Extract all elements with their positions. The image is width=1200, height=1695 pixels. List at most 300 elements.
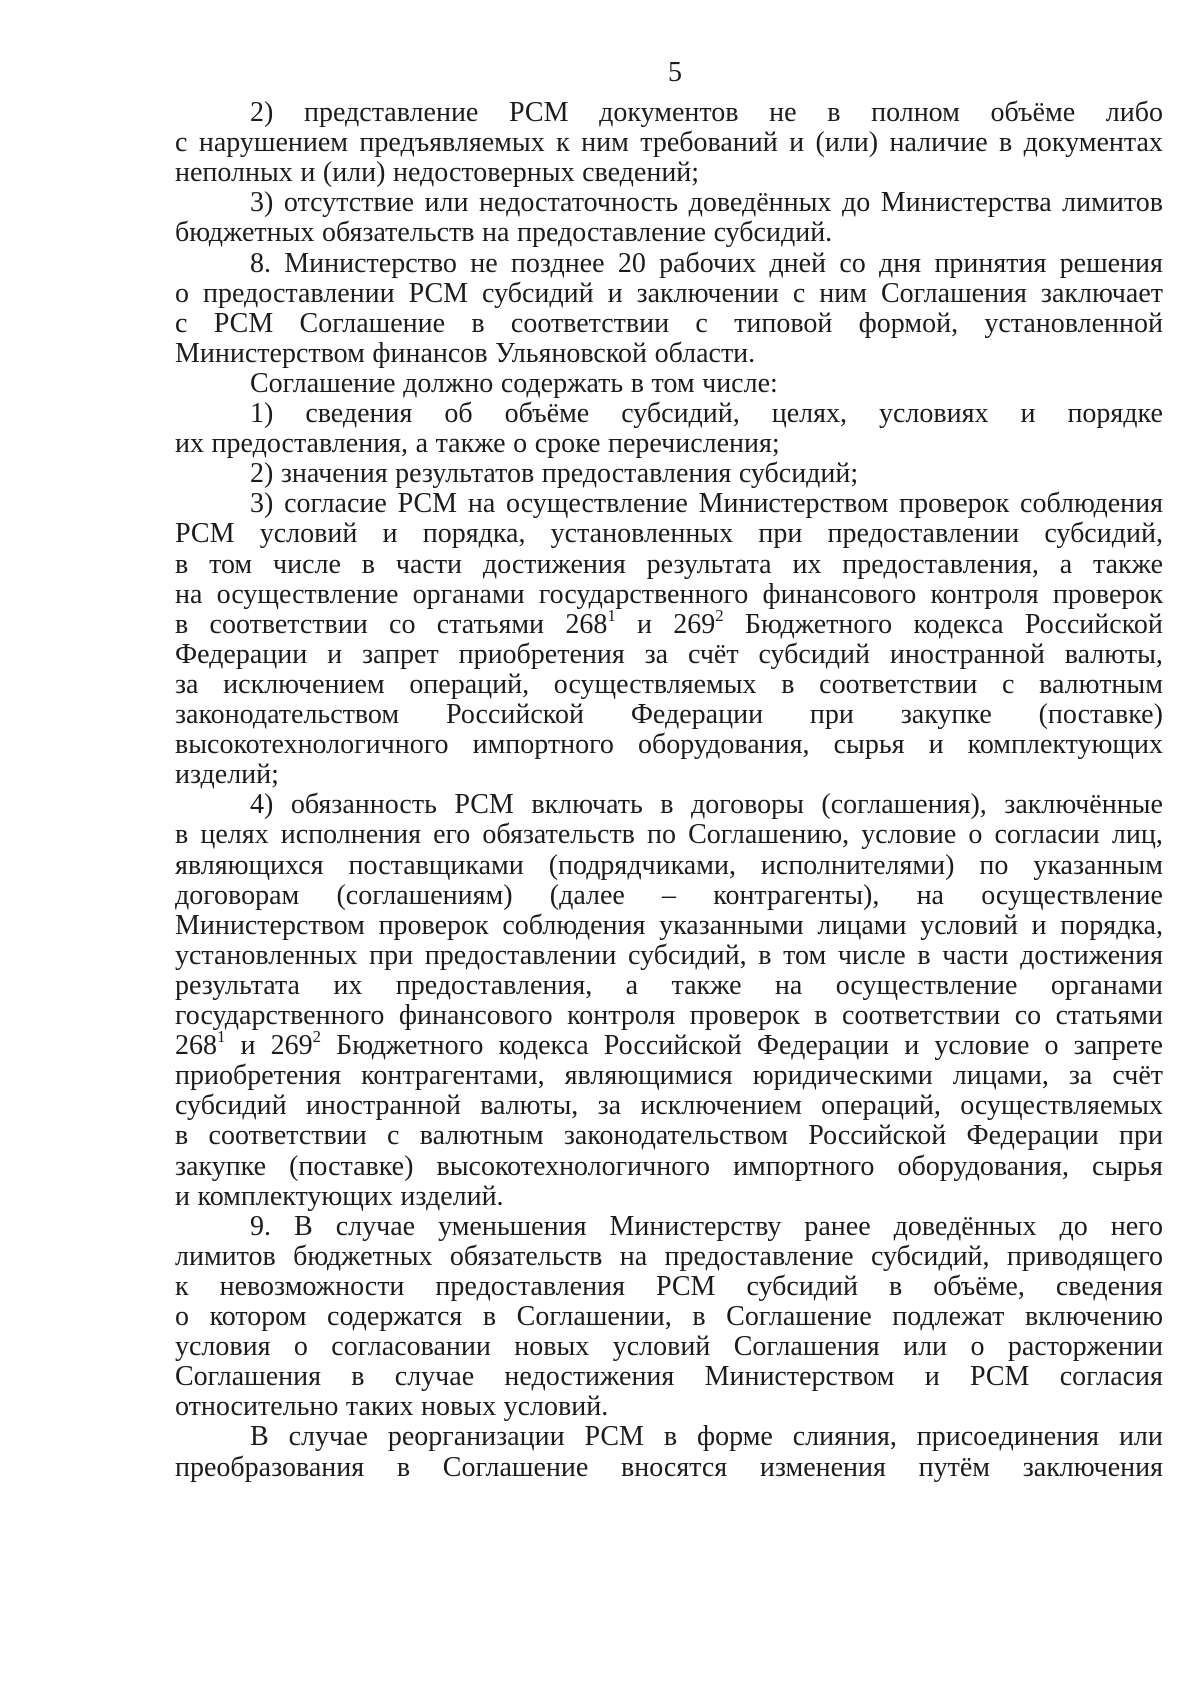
word: исключением bbox=[223, 668, 385, 700]
word: о bbox=[968, 819, 983, 851]
word: предоставление bbox=[516, 217, 707, 249]
word: законодательством bbox=[175, 699, 400, 730]
word: кодекса bbox=[498, 1030, 589, 1062]
word: формой, bbox=[858, 307, 959, 339]
word: проверок bbox=[899, 488, 1010, 520]
word: (далее bbox=[549, 879, 625, 911]
text-line bbox=[175, 1000, 1163, 1032]
word: в bbox=[660, 789, 674, 821]
word: ранее bbox=[804, 1210, 871, 1242]
word: в bbox=[482, 1301, 497, 1332]
word: к bbox=[175, 1270, 189, 1302]
word: предоставления, bbox=[842, 548, 1039, 580]
word: РСМ bbox=[408, 277, 469, 309]
word: (соглашения), bbox=[821, 789, 987, 821]
word: субсидий bbox=[758, 638, 870, 670]
word: (соглашениям) bbox=[336, 879, 513, 911]
word: соответствии bbox=[819, 668, 978, 700]
word: котором bbox=[209, 1301, 307, 1332]
word: реорганизации bbox=[387, 1421, 565, 1453]
word: оборудования, bbox=[897, 1150, 1069, 1182]
word: в bbox=[351, 1361, 365, 1393]
word: 2) bbox=[250, 458, 274, 490]
word: результата bbox=[175, 969, 300, 1001]
word: в bbox=[396, 1451, 411, 1483]
word: типовой bbox=[734, 307, 833, 339]
word: высокотехнологичного bbox=[436, 1150, 710, 1182]
word: документах bbox=[1023, 127, 1163, 159]
word: доведённых bbox=[688, 187, 832, 219]
word: преобразования bbox=[175, 1451, 365, 1483]
text-line bbox=[250, 1211, 1163, 1243]
superscript: 1 bbox=[607, 605, 616, 625]
word: новых bbox=[514, 1331, 590, 1363]
word: том bbox=[783, 939, 827, 971]
word: Министерство bbox=[284, 247, 457, 279]
word: финансового bbox=[762, 578, 917, 610]
word: субсидий, bbox=[870, 1240, 990, 1272]
word: проверок bbox=[689, 1000, 800, 1031]
word: ним bbox=[819, 277, 867, 309]
word: Соглашение bbox=[299, 307, 446, 339]
word: контроля bbox=[930, 578, 1039, 610]
word: РСМ bbox=[655, 1270, 716, 1302]
word: нарушением bbox=[198, 127, 348, 159]
word: и bbox=[636, 608, 652, 640]
word: контрагентами, bbox=[361, 1060, 545, 1092]
word: обязательств bbox=[449, 1240, 603, 1272]
word: соответствии bbox=[842, 1000, 1001, 1031]
word: или bbox=[1118, 1421, 1163, 1453]
word: субсидий bbox=[746, 1270, 859, 1302]
word: установленных bbox=[175, 939, 358, 971]
word: валютным bbox=[419, 1120, 544, 1152]
word: установленных bbox=[550, 518, 734, 550]
word: целях, bbox=[771, 398, 848, 429]
word: являющихся bbox=[175, 849, 324, 881]
word: указанным bbox=[1033, 849, 1163, 881]
word: предоставлении bbox=[202, 277, 395, 309]
word: иностранной bbox=[889, 638, 1045, 670]
word: кодекса bbox=[913, 608, 1004, 640]
word: уменьшения bbox=[438, 1210, 587, 1242]
word: решения bbox=[1059, 247, 1163, 279]
word: (подрядчиками, bbox=[548, 849, 736, 881]
word: сведения bbox=[305, 398, 413, 429]
word: до bbox=[1059, 1210, 1088, 1242]
word: либо bbox=[1105, 97, 1163, 128]
text-line bbox=[175, 1120, 1163, 1152]
word: и bbox=[382, 518, 398, 550]
word: а bbox=[1059, 548, 1073, 580]
word: органами bbox=[1050, 969, 1163, 1001]
word: в bbox=[889, 1270, 903, 1302]
word: полном bbox=[871, 97, 960, 128]
word: осуществление bbox=[216, 578, 399, 610]
text-line bbox=[250, 248, 1163, 280]
word: $268^1$ bbox=[565, 605, 616, 640]
word: государственного bbox=[538, 578, 749, 610]
word: Соглашение bbox=[250, 367, 396, 399]
word: в bbox=[471, 307, 485, 339]
word: содержатся bbox=[327, 1301, 463, 1332]
word: о bbox=[175, 1301, 189, 1332]
word: субсидий; bbox=[738, 458, 859, 490]
word: сведений; bbox=[582, 157, 700, 189]
word: проверок bbox=[378, 909, 489, 941]
word: в bbox=[917, 939, 931, 971]
word: неполных bbox=[175, 157, 293, 189]
word: закупке bbox=[175, 1150, 267, 1182]
word: в bbox=[999, 127, 1013, 159]
word: РСМ bbox=[509, 97, 569, 128]
word: (поставке) bbox=[289, 1150, 414, 1182]
word: финансового bbox=[398, 1000, 553, 1031]
word: при bbox=[1119, 1120, 1163, 1152]
text-line bbox=[175, 579, 1163, 611]
word: вносятся bbox=[621, 1451, 728, 1483]
word: со bbox=[389, 608, 416, 640]
word: Соглашению, bbox=[688, 819, 850, 851]
word: числе: bbox=[702, 367, 778, 399]
word: обязанность bbox=[290, 789, 437, 821]
word: согласия bbox=[1059, 1361, 1163, 1393]
word: Федерации bbox=[630, 699, 764, 730]
word: лицами, bbox=[952, 1060, 1049, 1092]
word: сырья bbox=[1092, 1150, 1163, 1182]
word: него bbox=[1110, 1210, 1163, 1242]
word: с bbox=[792, 277, 806, 309]
word: области. bbox=[654, 337, 756, 369]
word: согласие bbox=[284, 488, 387, 520]
word: Министерством bbox=[704, 1361, 895, 1393]
word: валютным bbox=[1039, 668, 1163, 700]
word: документов bbox=[599, 97, 739, 128]
word: со bbox=[1014, 1000, 1042, 1031]
word: в bbox=[827, 97, 841, 128]
text-line bbox=[175, 639, 1163, 671]
word: предоставления, bbox=[211, 428, 409, 460]
word: за bbox=[1068, 1060, 1093, 1092]
word: 1) bbox=[250, 398, 274, 429]
word: являющимися bbox=[564, 1060, 733, 1092]
word: результатов bbox=[395, 458, 535, 490]
word: части bbox=[942, 939, 1009, 971]
word: (или) bbox=[815, 127, 879, 159]
text-line bbox=[175, 970, 1163, 1002]
word: изменения bbox=[759, 1451, 886, 1483]
word: об bbox=[444, 398, 473, 429]
word: расторжении bbox=[1007, 1331, 1163, 1363]
word: дней bbox=[769, 247, 827, 279]
text-line bbox=[175, 1090, 1163, 1122]
word: обязательств bbox=[482, 819, 635, 851]
word: условие bbox=[861, 819, 957, 851]
word: РСМ bbox=[969, 1361, 1030, 1393]
word: предоставление bbox=[664, 1240, 854, 1272]
word: условий. bbox=[503, 1391, 609, 1423]
word: запрете bbox=[1073, 1030, 1163, 1062]
text-line bbox=[175, 880, 1163, 912]
word: установленной bbox=[984, 307, 1163, 339]
word: в bbox=[758, 939, 772, 971]
word: лимитов bbox=[175, 1240, 276, 1272]
word: оборудования, bbox=[638, 729, 810, 761]
word: недостоверных bbox=[393, 157, 575, 189]
word: случае bbox=[394, 1361, 475, 1393]
word: валюты, bbox=[1064, 638, 1163, 670]
word: и bbox=[1020, 398, 1036, 429]
word: о bbox=[513, 428, 528, 460]
word: и bbox=[904, 1030, 920, 1062]
word: о bbox=[293, 1331, 308, 1363]
word: при bbox=[758, 518, 803, 550]
word: предоставления, bbox=[395, 969, 593, 1001]
word: исполнителями) bbox=[760, 849, 955, 881]
word: на bbox=[916, 879, 944, 911]
word: о bbox=[1044, 1030, 1059, 1062]
word: импортного bbox=[733, 1150, 875, 1182]
word: субсидий, bbox=[621, 398, 740, 429]
word: ним bbox=[581, 127, 629, 159]
word: субсидий bbox=[482, 277, 594, 309]
word: РСМ bbox=[397, 488, 458, 520]
text-line bbox=[175, 1241, 1163, 1273]
word: Соглашении, bbox=[516, 1301, 672, 1332]
word: комплектующих bbox=[967, 729, 1163, 761]
word: таких bbox=[345, 1391, 414, 1423]
superscript: 2 bbox=[715, 605, 724, 625]
word: за bbox=[597, 1090, 622, 1122]
text-line bbox=[175, 1361, 1163, 1393]
text-line bbox=[175, 217, 1163, 249]
word: до bbox=[841, 187, 871, 219]
word: РСМ bbox=[584, 1421, 644, 1453]
word: контроля bbox=[567, 1000, 676, 1031]
word: их bbox=[333, 969, 363, 1001]
word: операций, bbox=[821, 1090, 941, 1122]
word: импортного bbox=[472, 729, 614, 761]
word: согласовании bbox=[331, 1331, 491, 1363]
word: на bbox=[482, 217, 510, 249]
word: приводящего bbox=[1006, 1240, 1163, 1272]
word: Ульяновской bbox=[495, 337, 648, 369]
word: исключением bbox=[640, 1090, 802, 1122]
word: Российской bbox=[445, 699, 584, 730]
text-line bbox=[250, 789, 1163, 821]
word: Федерации bbox=[175, 638, 308, 670]
word: Соглашения bbox=[175, 1361, 321, 1393]
word: и bbox=[240, 1030, 256, 1062]
word: условий bbox=[612, 1331, 711, 1363]
word: заключения bbox=[1022, 1451, 1163, 1483]
word: соответствии bbox=[510, 307, 670, 339]
word: случае bbox=[335, 1210, 416, 1242]
word: Министерства bbox=[880, 187, 1052, 219]
word: условие bbox=[934, 1030, 1030, 1062]
word: путём bbox=[918, 1451, 990, 1483]
word: и bbox=[327, 638, 343, 670]
word: соблюдения bbox=[502, 909, 646, 941]
text-line bbox=[250, 97, 1163, 129]
word: заключает bbox=[1040, 277, 1163, 309]
word: принятия bbox=[934, 247, 1047, 279]
word: содержать bbox=[500, 367, 624, 399]
word: новых bbox=[421, 1391, 497, 1423]
word: его bbox=[433, 819, 471, 851]
word: за bbox=[175, 668, 199, 700]
word: осуществление bbox=[506, 488, 688, 520]
word: на bbox=[175, 578, 203, 610]
word: том bbox=[209, 548, 253, 580]
word: объёме bbox=[990, 97, 1076, 128]
word: и bbox=[300, 157, 316, 189]
superscript: 1 bbox=[217, 1027, 226, 1047]
word: в bbox=[692, 1301, 706, 1332]
word: Министерством bbox=[175, 909, 365, 941]
word: том bbox=[651, 367, 695, 399]
word: сырья bbox=[833, 729, 905, 761]
word: Бюджетного bbox=[336, 1030, 484, 1062]
word: $269^2$ bbox=[270, 1027, 322, 1062]
word: наличие bbox=[889, 127, 988, 159]
word: о bbox=[970, 1331, 985, 1363]
word: условий bbox=[259, 518, 358, 550]
word: сведения bbox=[1055, 1270, 1163, 1302]
word: с bbox=[695, 307, 708, 339]
word: – bbox=[662, 879, 677, 911]
word: части bbox=[395, 548, 463, 580]
word: а bbox=[625, 969, 639, 1001]
text-line bbox=[175, 699, 1163, 731]
word: не bbox=[769, 97, 797, 128]
word: счёт bbox=[1112, 1060, 1163, 1092]
text-line bbox=[250, 458, 1163, 490]
word: числе bbox=[273, 548, 341, 580]
word: объёме, bbox=[933, 1270, 1025, 1302]
word: объёме bbox=[504, 398, 590, 429]
word: проверок bbox=[1052, 578, 1163, 610]
word: лимитов bbox=[1062, 187, 1163, 219]
word: присоединения bbox=[916, 1421, 1100, 1453]
word: а bbox=[415, 428, 429, 460]
text-line bbox=[250, 488, 1163, 520]
word: Министерству bbox=[609, 1210, 782, 1242]
word: при bbox=[809, 699, 854, 730]
word: порядка, bbox=[422, 518, 526, 550]
text-line bbox=[175, 940, 1163, 972]
word: Российской bbox=[603, 1030, 742, 1062]
word: включению bbox=[1024, 1301, 1163, 1332]
word: или bbox=[424, 187, 469, 219]
text-line bbox=[175, 1181, 1163, 1213]
word: результата bbox=[646, 548, 772, 580]
word: и bbox=[928, 729, 944, 761]
word: РСМ bbox=[175, 518, 235, 550]
word: предоставлении bbox=[827, 518, 1020, 550]
word: финансов bbox=[372, 337, 488, 369]
word: РСМ bbox=[213, 307, 274, 339]
word: дня bbox=[879, 247, 922, 279]
text-line bbox=[175, 1391, 1163, 1423]
word: (или) bbox=[322, 157, 386, 189]
word: сроке bbox=[534, 428, 601, 460]
word: в bbox=[175, 1120, 189, 1152]
word: субсидий. bbox=[713, 217, 833, 249]
text-line bbox=[175, 518, 1163, 550]
word: условий bbox=[920, 909, 1018, 941]
word: Федерации bbox=[966, 1120, 1099, 1152]
word: Федерации bbox=[756, 1030, 890, 1062]
word: иностранной bbox=[305, 1090, 461, 1122]
word: также bbox=[1092, 548, 1163, 580]
text-line bbox=[250, 1421, 1163, 1453]
word: (поставке) bbox=[1038, 699, 1163, 730]
text-line bbox=[175, 338, 1163, 370]
word: поставщиками bbox=[348, 849, 524, 881]
word: доведённых bbox=[893, 1210, 1037, 1242]
word: статьями bbox=[436, 608, 545, 640]
word: отсутствие bbox=[283, 187, 415, 219]
word: предъявляемых bbox=[359, 127, 545, 159]
word: $269^2$ bbox=[673, 605, 724, 640]
word: на bbox=[467, 488, 496, 520]
word: указанными bbox=[659, 909, 804, 941]
word: Соглашение bbox=[726, 1301, 872, 1332]
word: изделий. bbox=[400, 1180, 504, 1212]
word: $268^1$ bbox=[175, 1027, 226, 1062]
word: не bbox=[470, 247, 498, 279]
word: невозможности bbox=[219, 1270, 405, 1302]
text-line bbox=[175, 1452, 1163, 1484]
word: со bbox=[839, 247, 866, 279]
word: Российской bbox=[1024, 608, 1163, 640]
word: и bbox=[924, 1361, 940, 1393]
word: и bbox=[1031, 909, 1047, 941]
text-line bbox=[175, 669, 1163, 701]
word: субсидий, bbox=[628, 939, 747, 971]
word: заключённые bbox=[1004, 789, 1163, 821]
text-line bbox=[175, 1027, 1163, 1062]
text-line bbox=[175, 308, 1163, 340]
word: за bbox=[644, 638, 669, 670]
text-line bbox=[175, 759, 1163, 791]
word: операций, bbox=[409, 668, 530, 700]
word: приобретения bbox=[175, 1060, 342, 1092]
word: в bbox=[175, 548, 189, 580]
word: лиц, bbox=[1111, 819, 1163, 851]
word: в bbox=[361, 548, 376, 580]
text-line bbox=[250, 368, 1163, 400]
word: соответствии bbox=[209, 608, 368, 640]
text-line bbox=[175, 549, 1163, 581]
word: их bbox=[792, 548, 822, 580]
word: достижения bbox=[482, 548, 626, 580]
word: и bbox=[789, 127, 805, 159]
text-line bbox=[175, 1060, 1163, 1092]
superscript: 2 bbox=[312, 1027, 322, 1047]
word: о bbox=[175, 277, 189, 309]
text-line bbox=[175, 428, 1163, 460]
word: и bbox=[175, 1180, 190, 1212]
word: Российской bbox=[808, 1120, 947, 1152]
word: включать bbox=[531, 789, 643, 821]
word: подлежат bbox=[892, 1301, 1005, 1332]
word: предоставления bbox=[541, 458, 732, 490]
word: форме bbox=[696, 1421, 773, 1453]
word: относительно bbox=[175, 1391, 339, 1423]
word: Министерством bbox=[698, 488, 889, 520]
